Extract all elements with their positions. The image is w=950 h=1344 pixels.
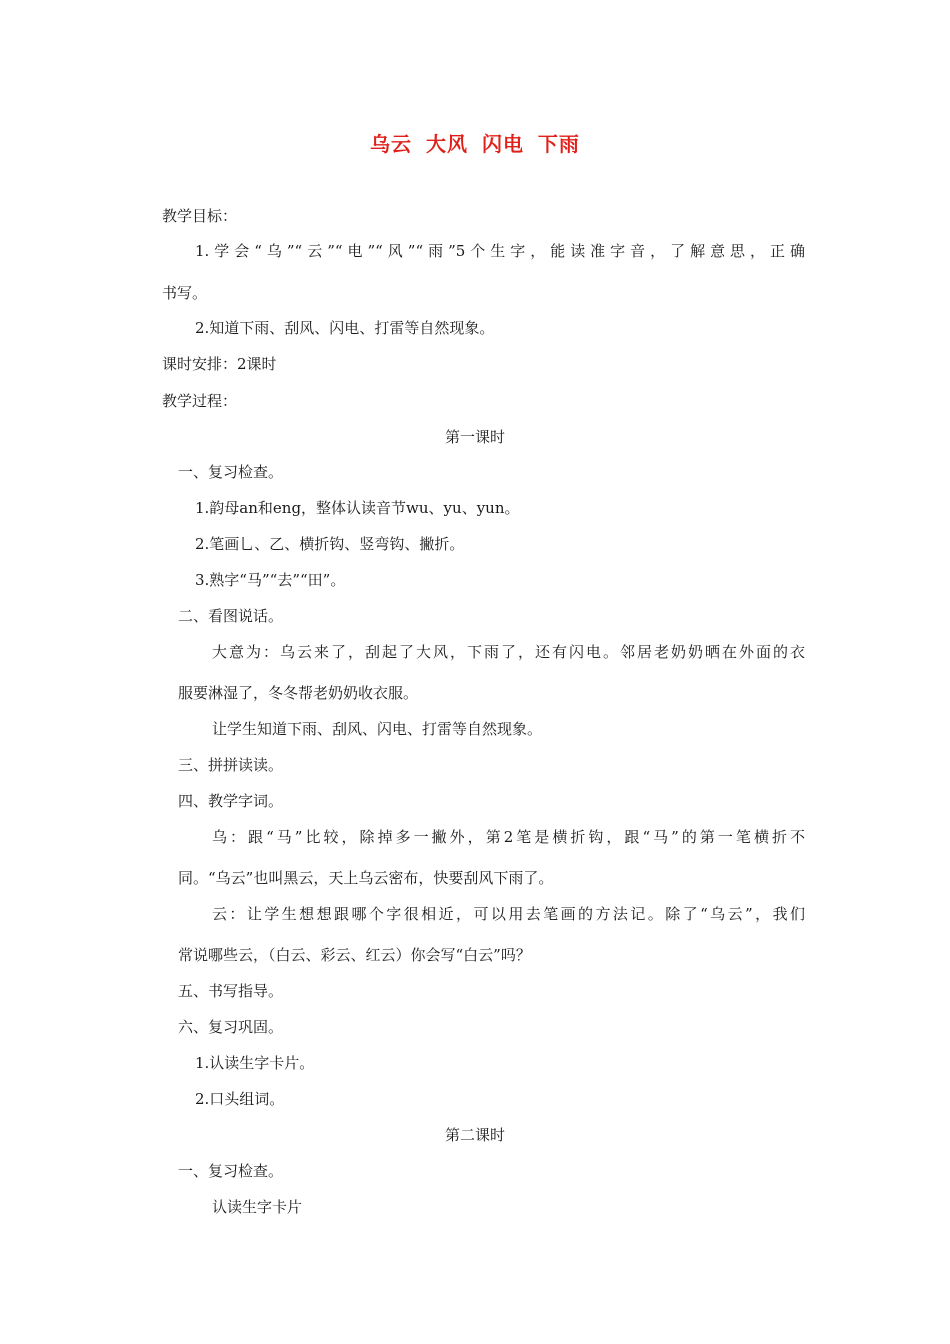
picture-talk-paragraph: 大意为：乌云来了，刮起了大风，下雨了，还有闪电。邻居老奶奶晒在外面的衣 — [212, 643, 805, 661]
vocab-yun-paragraph-continued: 常说哪些云，（白云、彩云、红云）你会写“白云”吗？ — [178, 946, 531, 964]
section-vocabulary: 四、教学字词。 — [178, 792, 284, 810]
lesson-2-section-review: 一、复习检查。 — [178, 1162, 284, 1180]
consolidation-item-1: 1.认读生字卡片。 — [195, 1054, 315, 1072]
consolidation-item-2: 2.口头组词。 — [195, 1090, 285, 1108]
document-title: 乌云 大风 闪电 下雨 — [370, 132, 580, 156]
section-writing-guidance: 五、书写指导。 — [178, 982, 284, 1000]
picture-talk-paragraph-continued: 服要淋湿了，冬冬帮老奶奶收衣服。 — [178, 684, 419, 702]
review-item-3: 3.熟字“马”“去”“田”。 — [195, 571, 346, 589]
picture-talk-note: 让学生知道下雨、刮风、闪电、打雷等自然现象。 — [212, 720, 543, 738]
heading-process: 教学过程： — [162, 392, 238, 410]
objective-1-continued: 书写。 — [162, 284, 208, 302]
lesson-2-review-item: 认读生字卡片 — [212, 1198, 303, 1216]
objective-1: 1.学会“乌”“云”“电”“风”“雨”5个生字，能读准字音，了解意思，正确 — [195, 242, 805, 260]
section-consolidation: 六、复习巩固。 — [178, 1018, 284, 1036]
section-pinyin-reading: 三、拼拼读读。 — [178, 756, 284, 774]
vocab-wu-paragraph-continued: 同。“乌云”也叫黑云，天上乌云密布，快要刮风下雨了。 — [178, 869, 554, 887]
lesson-1-heading: 第一课时 — [444, 428, 505, 446]
review-item-1: 1.韵母an和eng，整体认读音节wu、yu、yun。 — [195, 499, 520, 517]
section-review: 一、复习检查。 — [178, 463, 284, 481]
review-item-2: 2.笔画乚、乙、横折钩、竖弯钩、撇折。 — [195, 535, 465, 553]
schedule: 课时安排：2课时 — [162, 355, 277, 373]
heading-objectives: 教学目标： — [162, 207, 238, 225]
section-picture-talk: 二、看图说话。 — [178, 607, 284, 625]
vocab-yun-paragraph: 云：让学生想想跟哪个字很相近，可以用去笔画的方法记。除了“乌云”，我们 — [212, 905, 805, 923]
vocab-wu-paragraph: 乌：跟“马”比较，除掉多一撇外，第2笔是横折钩，跟“马”的第一笔横折不 — [212, 828, 805, 846]
lesson-2-heading: 第二课时 — [444, 1126, 505, 1144]
objective-2: 2.知道下雨、刮风、闪电、打雷等自然现象。 — [195, 319, 495, 337]
